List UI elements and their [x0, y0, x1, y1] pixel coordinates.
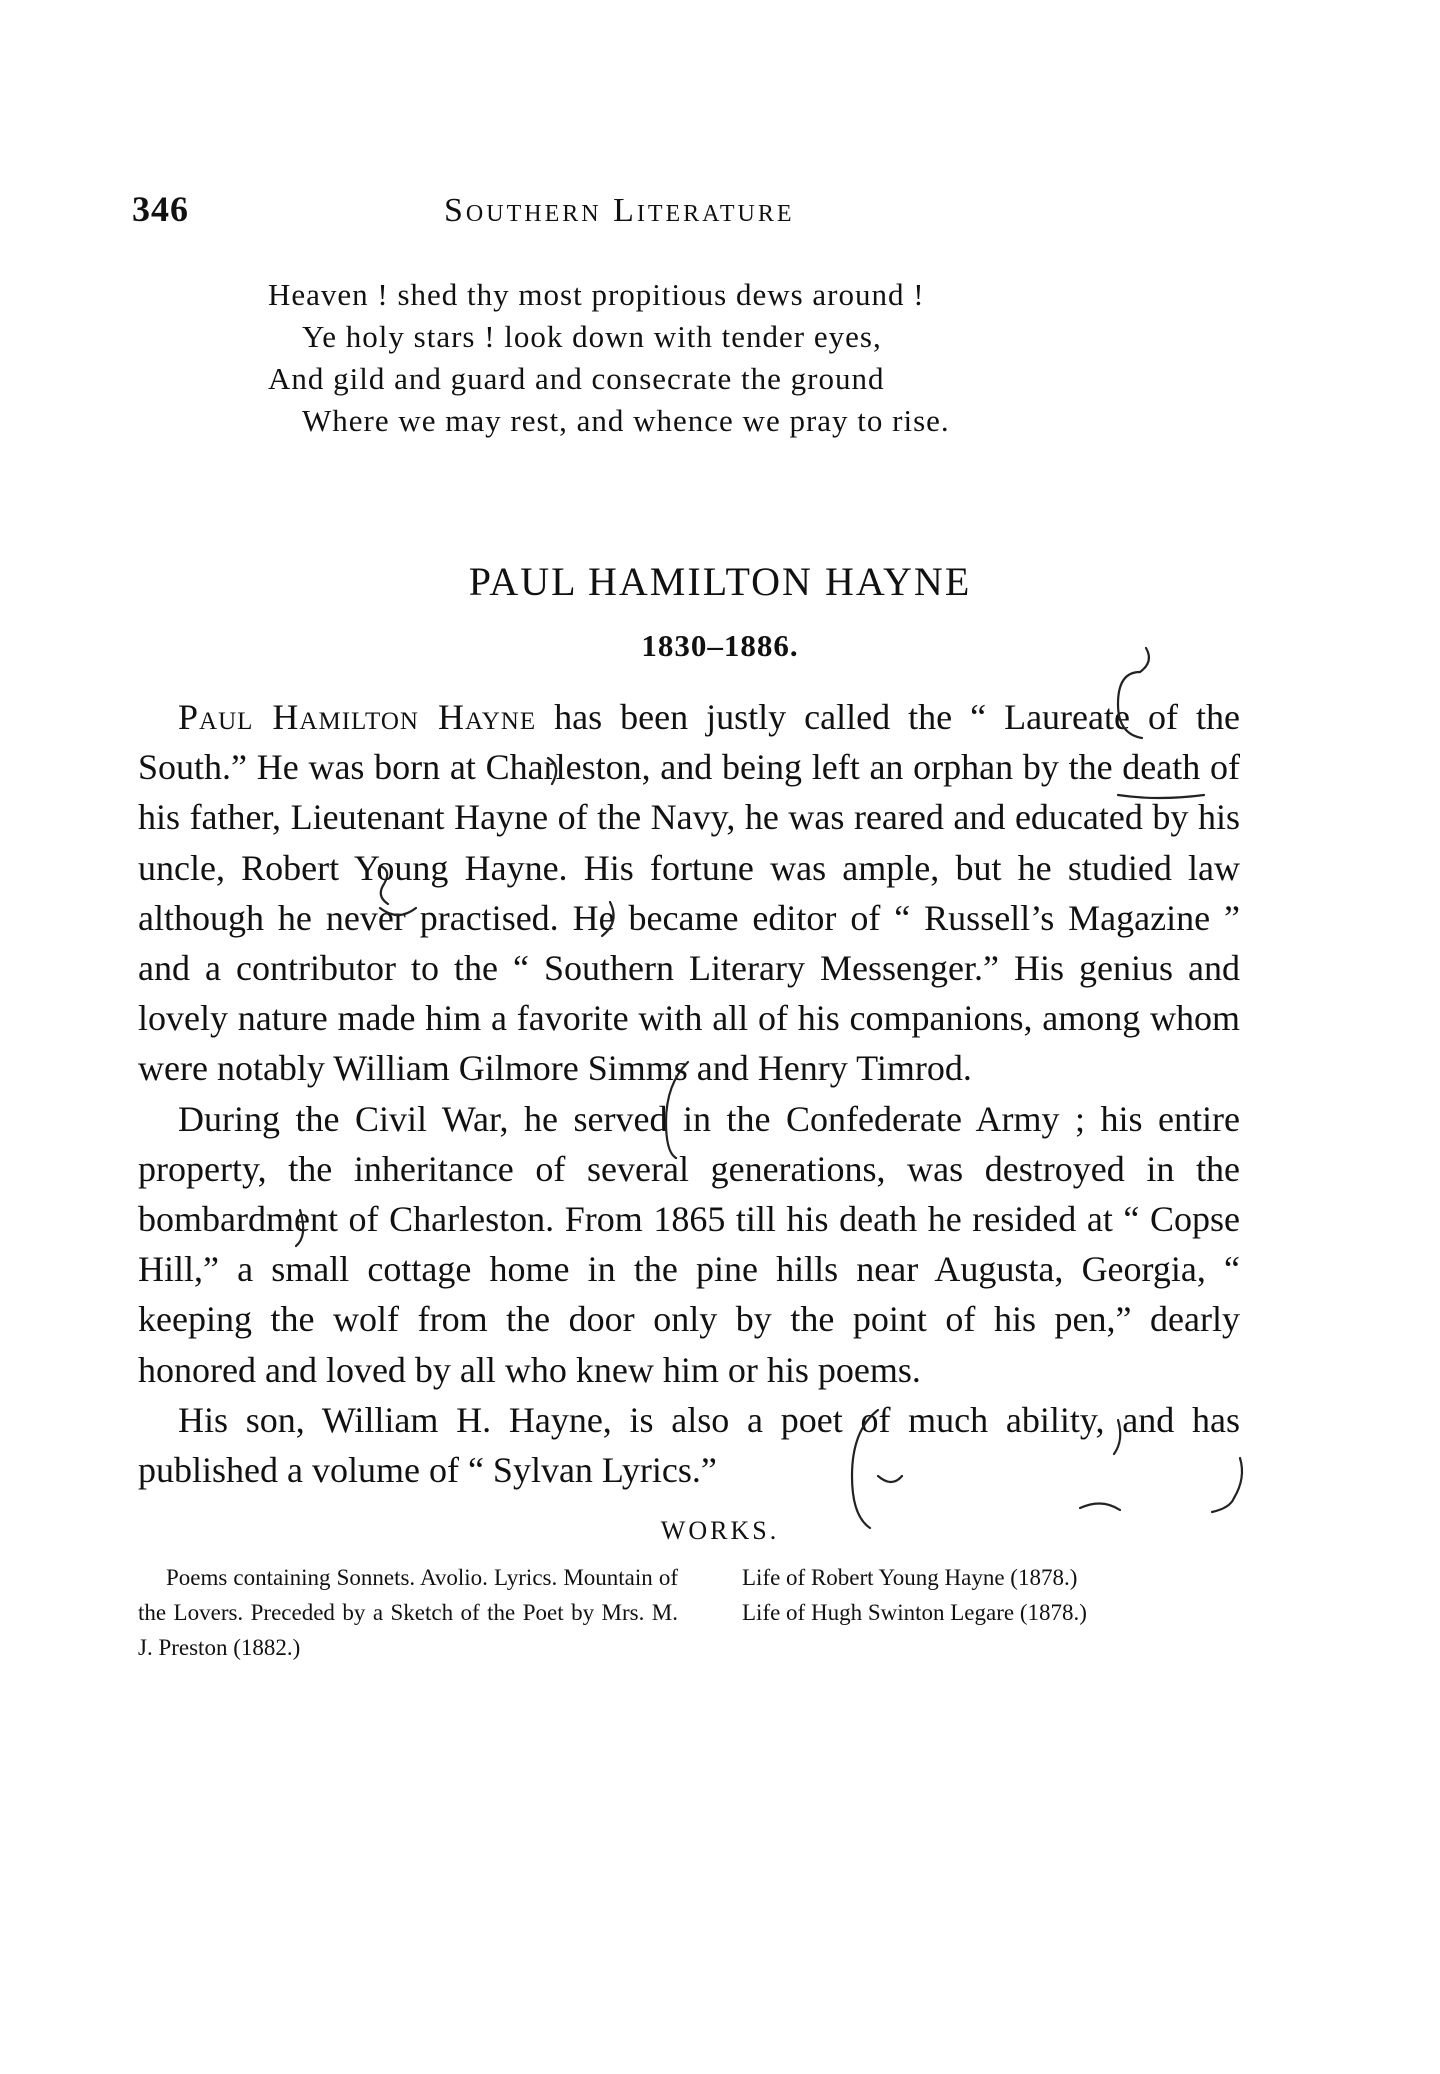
section-dates: 1830–1886.: [641, 628, 799, 663]
poem-excerpt: [268, 274, 1168, 442]
works-list-right: [742, 1560, 1262, 1630]
poem-line: Heaven ! shed thy most propitious dews around !: [268, 277, 925, 312]
work-entry: Life of Robert Young Hayne (1878.): [742, 1565, 1078, 1590]
biography-paragraph: His son, William H. Hayne, is also a poet of much ability, and has published a volume of “ Sylvan Lyrics.”: [138, 1399, 1240, 1491]
paragraph-text: has been justly called the “ Laureate of the South.” He was born at Charleston, and being left an orphan by the death of his father, Lieutenant Hayne of the Navy, he was reared and educated by his uncle, Robert Young Hayne. His fortune was ample, but he studied law although he never practised. He became editor of “ Russell’s Magazine ” and a contributor to the “ Southern Literary Messenger.” His genius and lovely nature made him a favorite with all of his companions, among whom were notably William Gilmore Simms and Henry Timrod.: [138, 697, 1240, 1089]
page-number: 346: [132, 189, 189, 229]
biography-paragraph: [138, 692, 1240, 1094]
biography-text: [138, 692, 1240, 1495]
work-entry: Life of Hugh Swinton Legare (1878.): [742, 1600, 1087, 1625]
lead-in-name: Paul Hamilton Hayne: [178, 697, 537, 737]
poem-line: And gild and guard and consecrate the ground: [268, 361, 885, 396]
running-head: Southern Literature: [444, 192, 795, 229]
works-heading: WORKS.: [660, 1516, 780, 1545]
section-title: PAUL HAMILTON HAYNE: [468, 559, 972, 604]
works-list-left: [138, 1560, 678, 1665]
poem-line: Ye holy stars ! look down with tender eyes,: [302, 319, 882, 354]
biography-paragraph: During the Civil War, he served in the Confederate Army ; his entire property, the inheritance of several generations, was destroyed in the bombardment of Charleston. From 1865 till his death he resided at “ Copse Hill,” a small cottage home in the pine hills near Augusta, Georgia, “ keeping the wolf from the door only by the point of his pen,” dearly honored and loved by all who knew him or his poems.: [138, 1098, 1240, 1390]
work-entry: Poems containing Sonnets. Avolio. Lyrics. Mountain of the Lovers. Preceded by a Sketch of the Poet by Mrs. M. J. Preston (1882.): [138, 1565, 678, 1660]
page-header: [0, 188, 1440, 238]
poem-line: Where we may rest, and whence we pray to rise.: [302, 403, 950, 438]
edit-mark-his-pen: [1080, 1503, 1120, 1510]
